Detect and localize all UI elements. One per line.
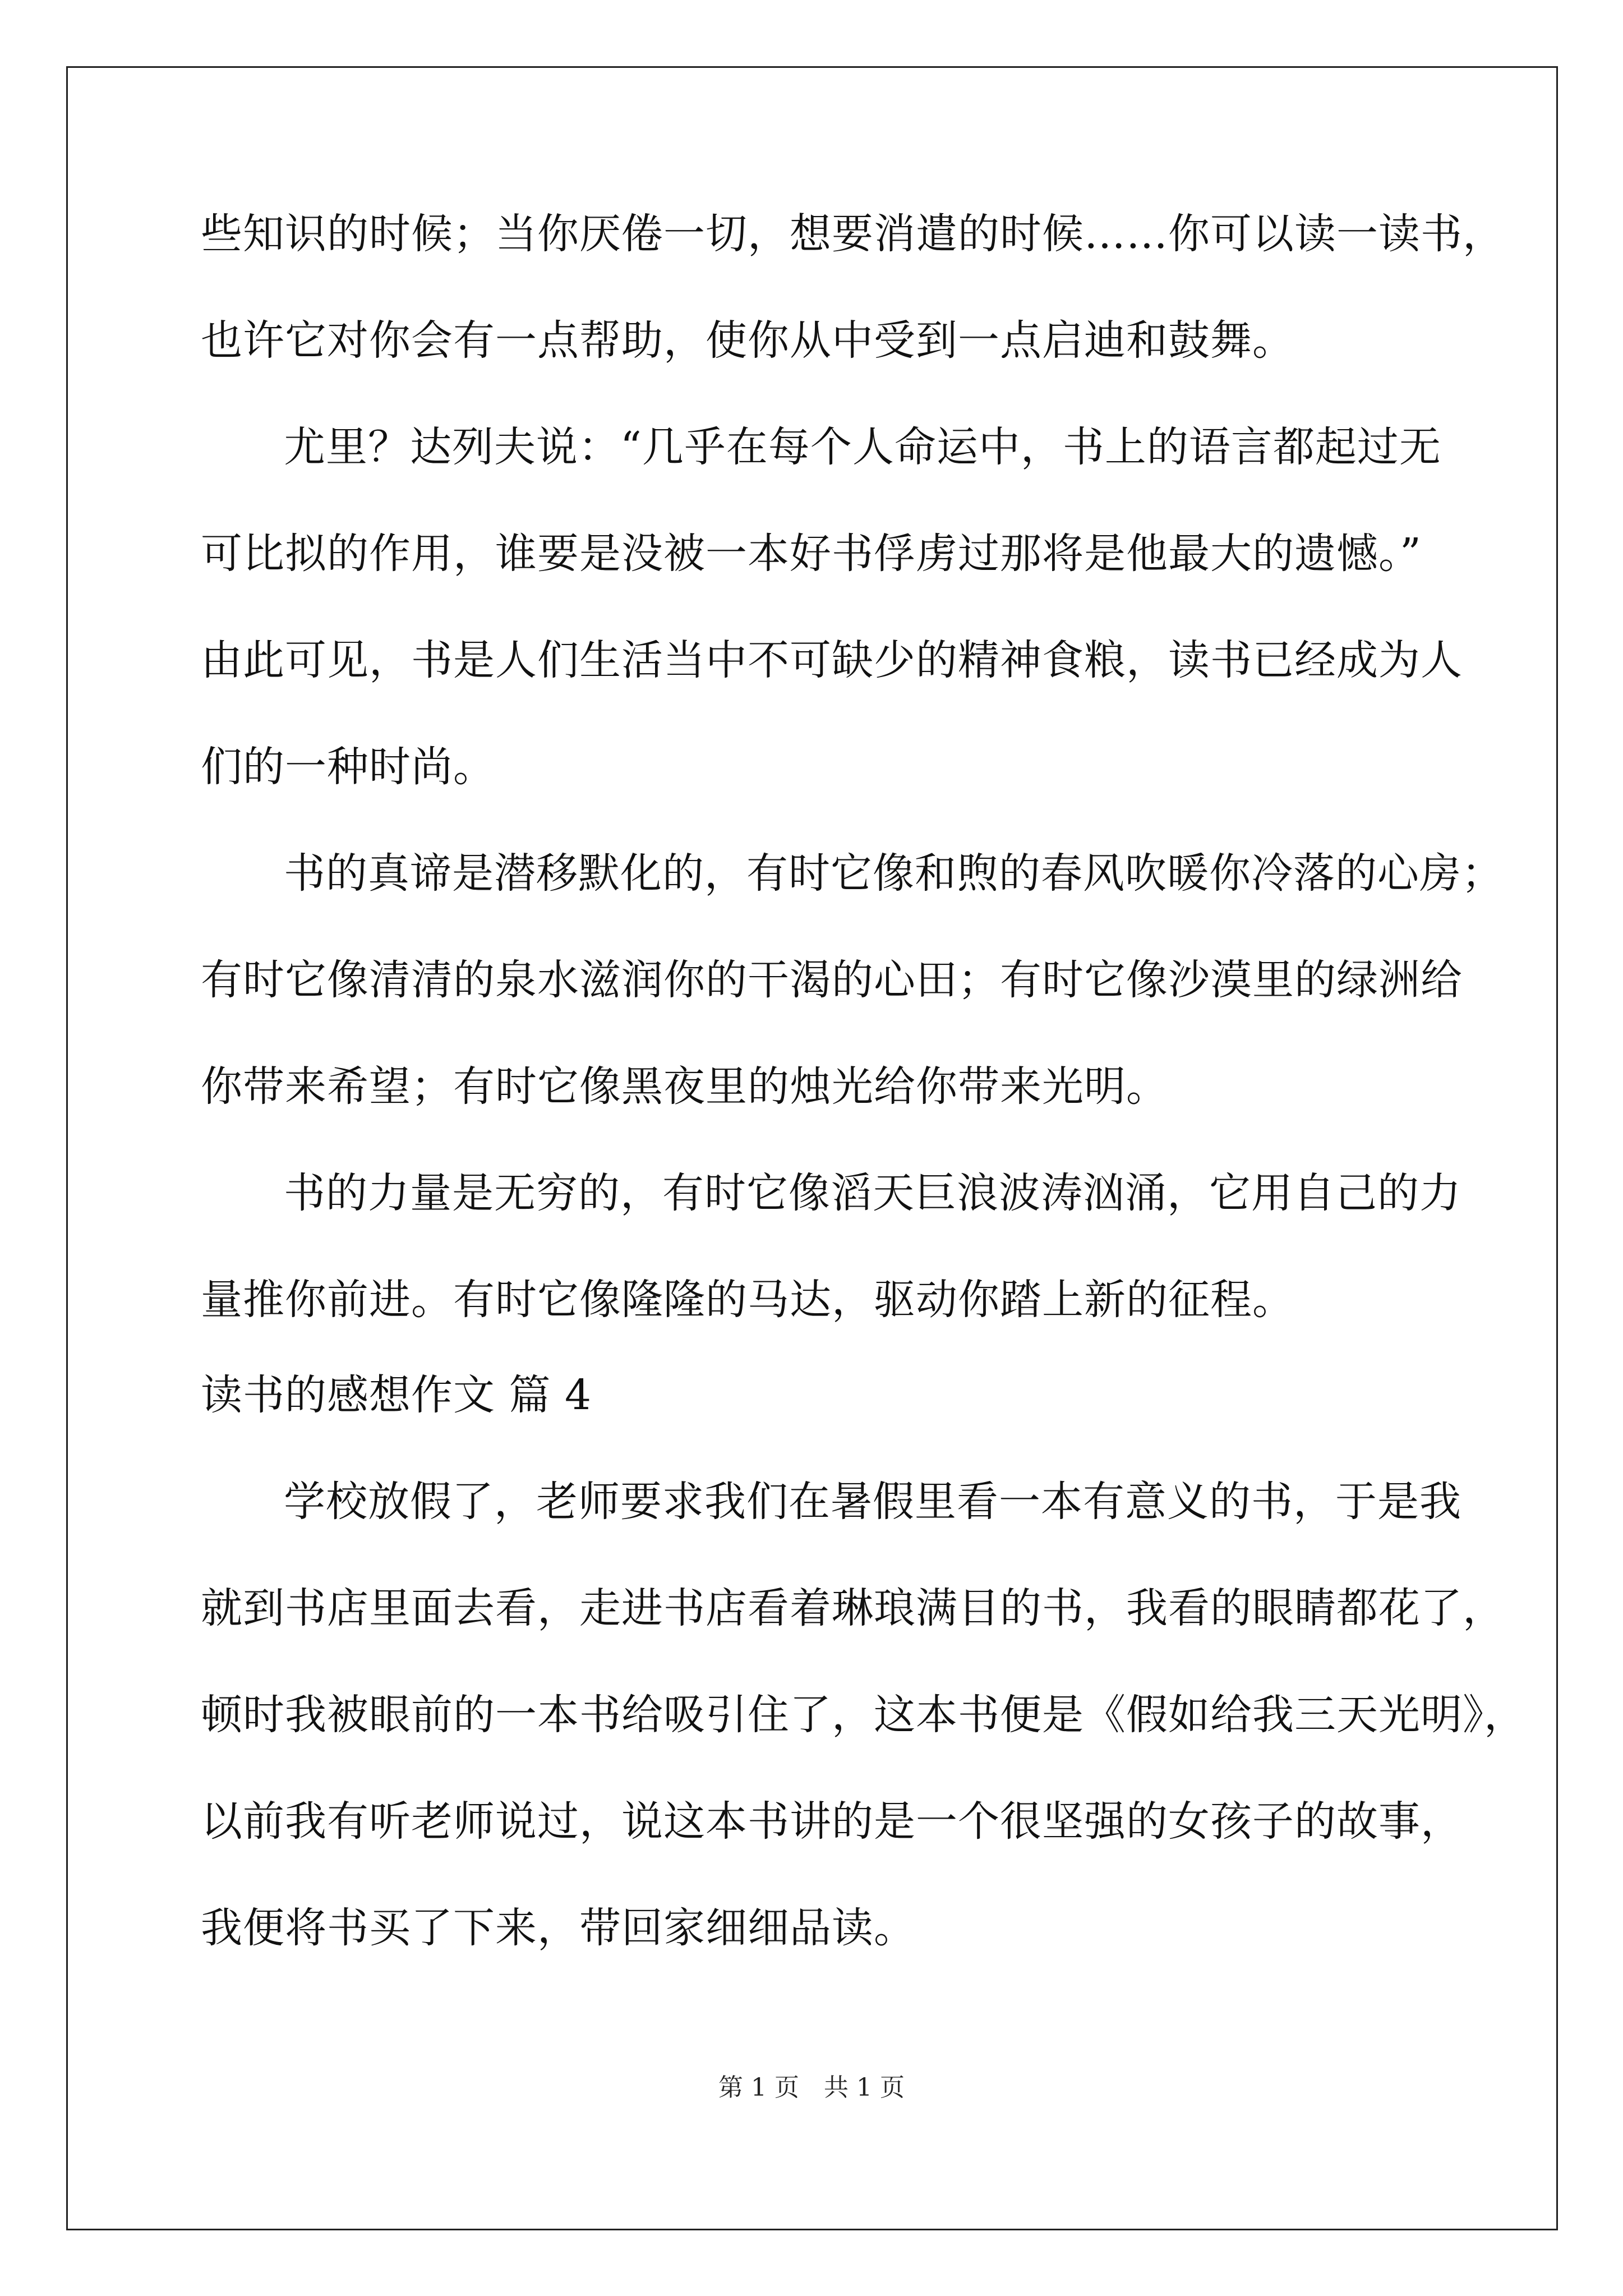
text-line: 量推你前进。有时它像隆隆的马达，驱动你踏上新的征程。 [201, 1276, 1294, 1324]
page-footer: 第 1 页 共 1 页 [718, 2073, 905, 2102]
text-line: 们的一种时尚。 [201, 743, 495, 791]
text-line: 可比拟的作用，谁要是没被一本好书俘虏过那将是他最大的遗憾。” [201, 530, 1422, 578]
text-line: 由此可见，书是人们生活当中不可缺少的精神食粮，读书已经成为人 [201, 636, 1463, 684]
text-line: 些知识的时候；当你厌倦一切，想要消遣的时候……你可以读一读书， [201, 210, 1505, 258]
text-line: 有时它像清清的泉水滋润你的干渴的心田；有时它像沙漠里的绿洲给 [201, 956, 1463, 1004]
paragraph-start-line: 尤里？达列夫说：“几乎在每个人命运中，书上的语言都起过无 [284, 423, 1441, 471]
text-line: 顿时我被眼前的一本书给吸引住了，这本书便是《假如给我三天光明》， [201, 1691, 1526, 1739]
text-line: 以前我有听老师说过，说这本书讲的是一个很坚强的女孩子的故事， [201, 1797, 1463, 1846]
paragraph-start-line: 学校放假了，老师要求我们在暑假里看一本有意义的书，于是我 [284, 1478, 1461, 1526]
paragraph-start-line: 书的真谛是潜移默化的，有时它像和煦的春风吹暖你冷落的心房； [284, 849, 1504, 898]
text-line: 也许它对你会有一点帮助，使你从中受到一点启迪和鼓舞。 [201, 316, 1294, 365]
text-line: 就到书店里面去看，走进书店看着琳琅满目的书，我看的眼睛都花了， [201, 1584, 1505, 1632]
text-line: 你带来希望；有时它像黑夜里的烛光给你带来光明。 [201, 1062, 1168, 1111]
paragraph-start-line: 书的力量是无穷的，有时它像滔天巨浪波涛汹涌，它用自己的力 [284, 1169, 1461, 1217]
text-line: 我便将书买了下来，带回家细细品读。 [201, 1904, 916, 1952]
section-heading: 读书的感想作文 篇 4 [201, 1371, 592, 1419]
